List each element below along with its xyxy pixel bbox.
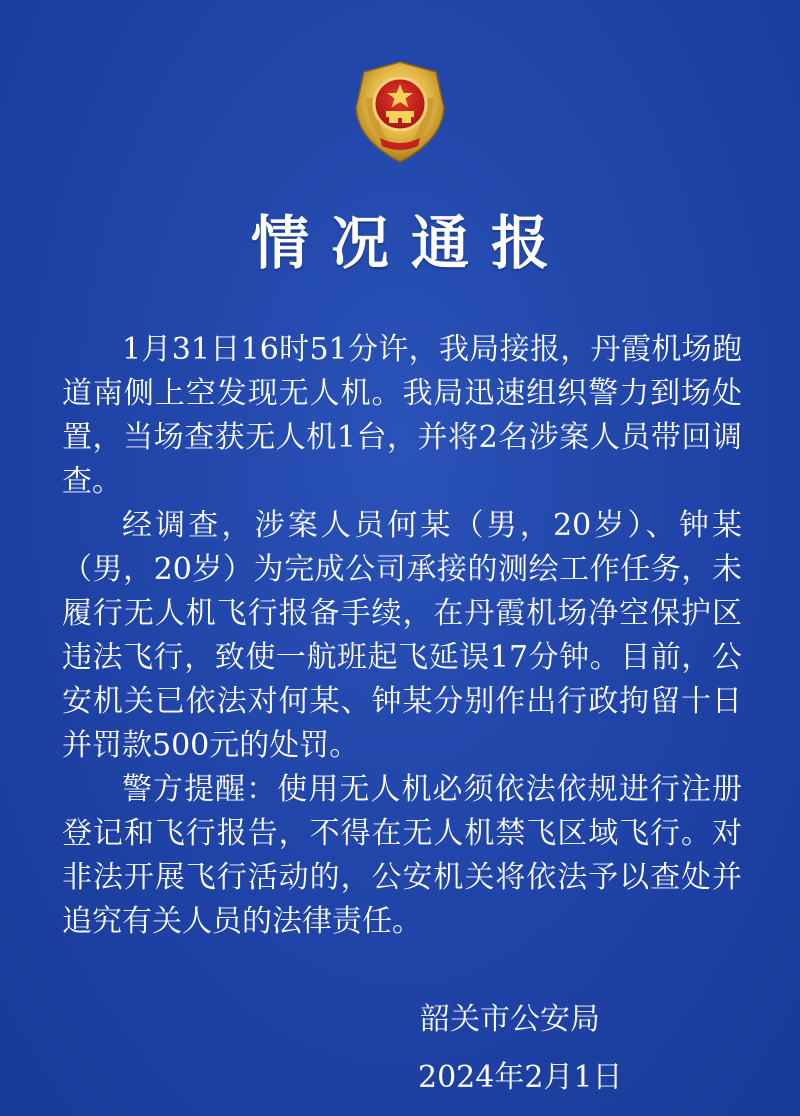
notice-body <box>62 328 742 944</box>
police-emblem-icon <box>346 58 454 166</box>
issue-date: 2024年2月1日 <box>418 1060 623 1095</box>
paragraph-incident: 1月31日16时51分许，我局接报，丹霞机场跑道南侧上空发现无人机。我局迅速组织警力到场处置，当场查获无人机1台，并将2名涉案人员带回调查。 <box>62 332 742 499</box>
page-title: 情况通报 <box>250 209 571 277</box>
issuer-name: 韶关市公安局 <box>420 1002 600 1037</box>
paragraph-investigation: 经调查，涉案人员何某（男，20岁）、钟某（男，20岁）为完成公司承接的测绘工作任务，未履行无人机飞行报备手续，在丹霞机场净空保护区违法飞行，致使一航班起飞延误17分钟。目前，公安机关已依法对何某、钟某分别作出行政拘留十日并罚款500元的处罚。 <box>62 508 742 763</box>
paragraph-reminder: 警方提醒：使用无人机必须依法依规进行注册登记和飞行报告，不得在无人机禁飞区域飞行。对非法开展飞行活动的，公安机关将依法予以查处并追究有关人员的法律责任。 <box>62 772 742 939</box>
